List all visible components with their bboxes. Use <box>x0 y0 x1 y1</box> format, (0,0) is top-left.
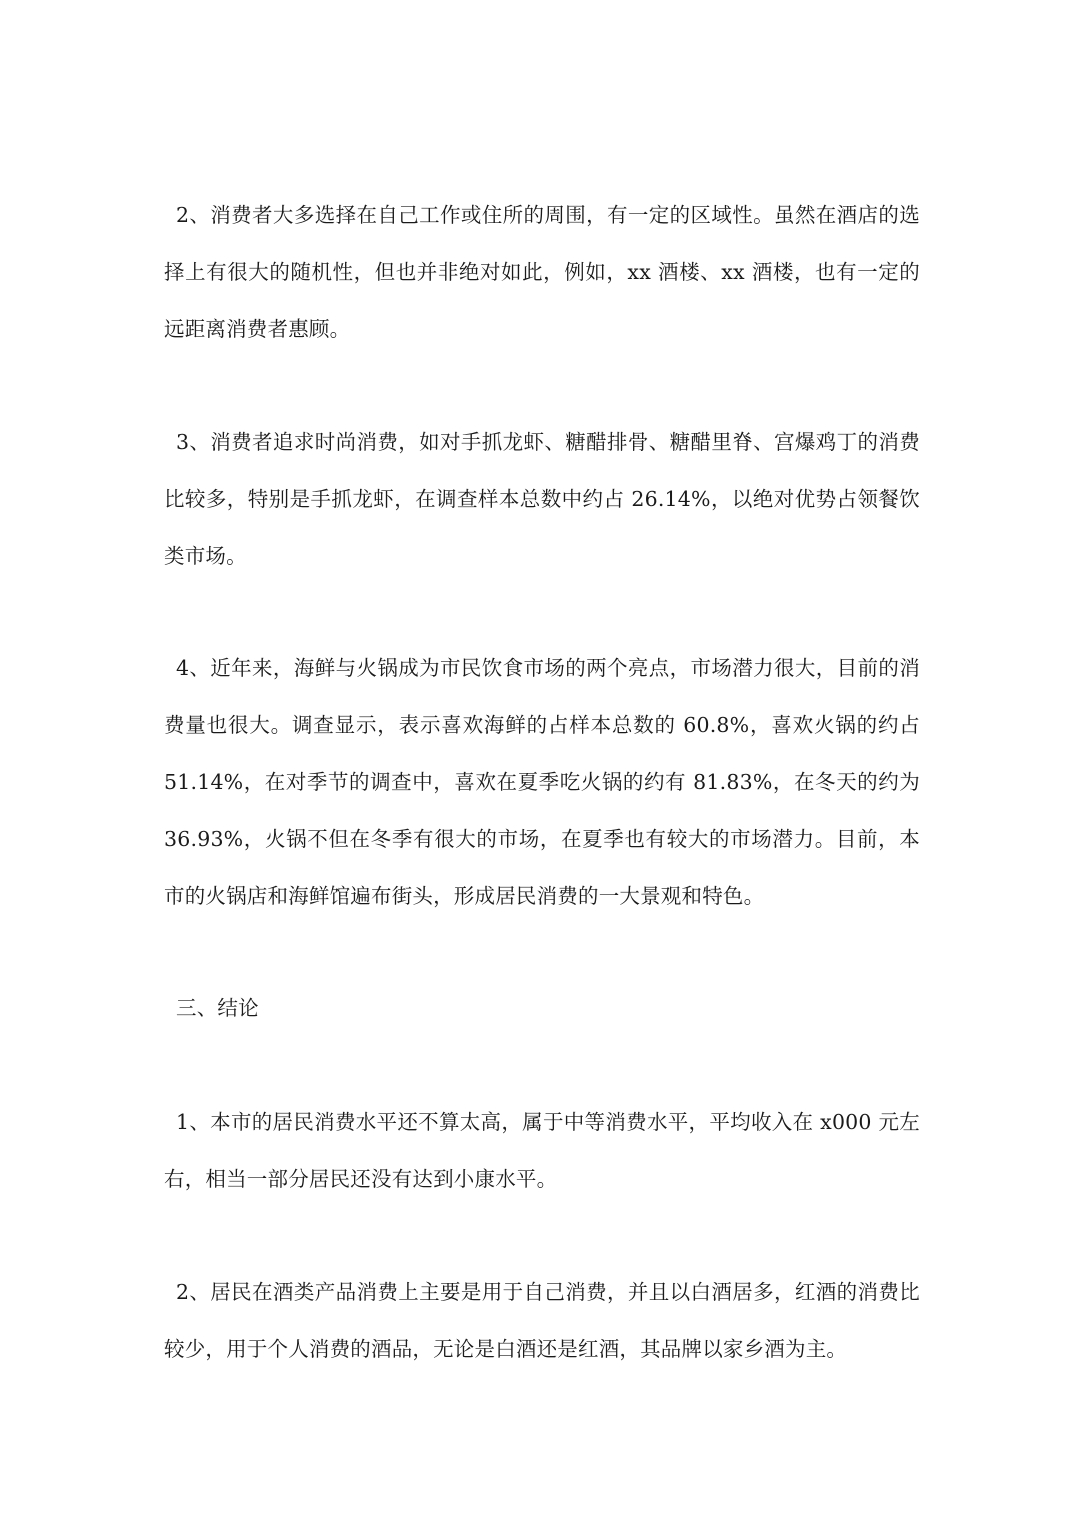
paragraph-3-fashion: 3、消费者追求时尚消费，如对手抓龙虾、糖醋排骨、糖醋里脊、宫爆鸡丁的消费比较多，特别是手抓龙虾，在调查样本总数中约占 26.14%，以绝对优势占领餐饮类市场。 <box>164 430 920 568</box>
conclusion-1-income: 1、本市的居民消费水平还不算太高，属于中等消费水平，平均收入在 x000 元左右，相当一部分居民还没有达到小康水平。 <box>164 1110 920 1191</box>
conclusion-2-liquor: 2、居民在酒类产品消费上主要是用于自己消费，并且以白酒居多，红酒的消费比较少，用于个人消费的酒品，无论是白酒还是红酒，其品牌以家乡酒为主。 <box>164 1280 920 1361</box>
section-heading-conclusion: 三、结论 <box>176 996 259 1020</box>
paragraph-4-seafood-hotpot: 4、近年来，海鲜与火锅成为市民饮食市场的两个亮点，市场潜力很大，目前的消费量也很大。调查显示，表示喜欢海鲜的占样本总数的 60.8%，喜欢火锅的约占 51.14%，在对季节的调查中，喜欢在夏季吃火锅的约有 81.83%，在冬天的约为 36.93%，火锅不但在冬季有很大的市场，在夏季也有较大的市场潜力。目前，本市的火锅店和海鲜馆遍布街头，形成居民消费的一大景观和特色。 <box>164 656 920 908</box>
paragraph-2-regional: 2、消费者大多选择在自己工作或住所的周围，有一定的区域性。虽然在酒店的选择上有很大的随机性，但也并非绝对如此，例如，xx 酒楼、xx 酒楼，也有一定的远距离消费者惠顾。 <box>164 203 920 341</box>
